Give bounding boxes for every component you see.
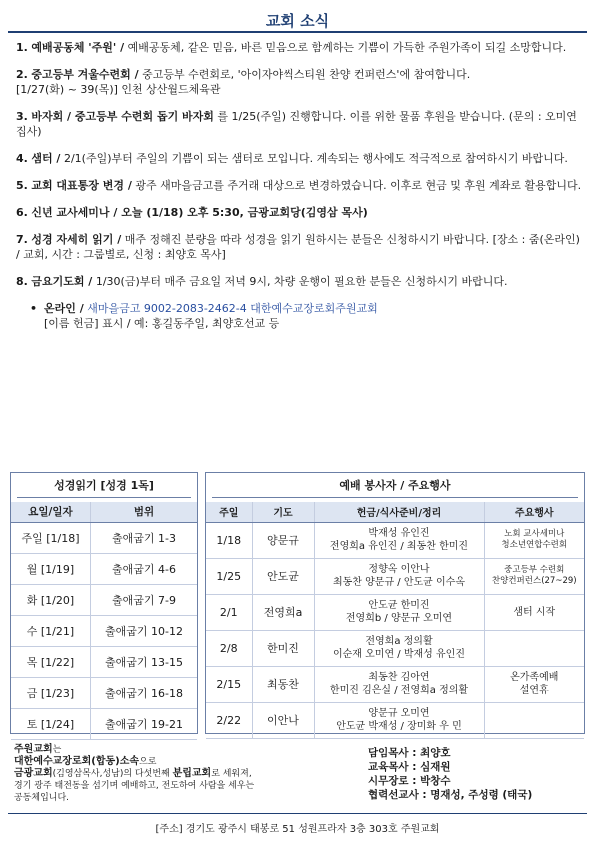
description-text: 공동체입니다. [14,793,70,803]
prayer-leader: 한미진 [252,630,314,666]
page-title: 교회 소식 [265,12,330,30]
prayer-leader: 안도균 [252,558,314,594]
events-cell [484,522,584,558]
events-cell [484,666,584,702]
events-cell [484,630,584,666]
box-divider [212,497,578,498]
helpers-cell [314,522,484,558]
reading-day: 금 [1/23] [11,677,90,708]
table-row [11,677,197,708]
news-text: 2/1(주일)부터 주일의 기쁨이 되는 샘터로 모입니다. 계속되는 행사에도 적극적으로 참여하시기 바랍니다. [60,152,568,165]
prayer-leader: 전영희a [252,594,314,630]
helpers-line: 전영희a 유인진 / 최동찬 한미진 [329,541,469,552]
helpers-cell [314,630,484,666]
news-number: 8. [16,275,28,288]
description-text: 경기 광주 태전동을 섬기며 예배하고, 전도하여 사람을 세우는 [14,781,255,791]
service-date: 1/18 [206,522,252,558]
reading-day: 월 [1/19] [11,553,90,584]
helpers-line: 이순재 오미연 / 박재성 유인진 [332,649,465,660]
description-text: 는 [52,745,62,755]
reading-range: 출애굽기 7-9 [90,584,197,615]
staff-item: 교육목사 : 심재원 [368,761,451,773]
staff-item: 담임목사 : 최양호 [368,747,451,759]
table-row [206,702,584,738]
helpers-line: 안도균 박재성 / 장미화 우 민 [336,721,462,732]
helpers-cell [314,558,484,594]
event-line: 청소년연합수련회 [501,540,568,550]
news-text: 매주 정해진 분량을 따라 성경을 읽기 원하시는 분들은 신청하시기 바랍니다. [장소 : 줌(온라인) / 교회, 시간 : 그룹별로, 신청 : 최양호 목사] [16,233,580,261]
table-row [11,646,197,677]
event-line: 온가족예배 [510,672,559,683]
table-row [206,522,584,558]
helpers-cell [314,594,484,630]
reading-day: 수 [1/21] [11,615,90,646]
branch-church: 분립교회 [172,768,212,779]
news-number: 5. [16,179,28,192]
service-table [206,502,584,739]
news-heading: 중고등부 겨울수련회 / [31,68,139,81]
staff-item: 시무장로 : 박창수 [368,775,451,787]
news-heading: 교회 대표통장 변경 / [31,179,132,192]
column-header: 요일/일자 [11,502,90,522]
reading-range: 출애굽기 1-3 [90,522,197,553]
news-text: 1/30(금)부터 매주 금요일 저녁 9시, 차량 운행이 필요한 분들은 신청하시기 바랍니다. [92,275,508,288]
helpers-line: 한미진 김은실 / 전영희a 정의활 [329,685,469,696]
reading-range: 출애굽기 13-15 [90,646,197,677]
event-line: 설연휴 [519,685,549,696]
news-item-4 [16,151,582,166]
event-line: 중고등부 수련회 [504,565,565,575]
online-offering [16,301,582,331]
news-item-2 [16,67,582,97]
news-item-6 [16,205,582,220]
table-row [206,594,584,630]
prayer-leader: 최동찬 [252,666,314,702]
column-header: 헌금/식사준비/정리 [314,502,484,522]
news-heading: 샘터 / [31,152,61,165]
column-header: 주일 [206,502,252,522]
bullet-icon: • [30,302,38,315]
description-text: 으로 [139,757,157,767]
events-cell [484,558,584,594]
column-header: 기도 [252,502,314,522]
news-list [16,40,582,331]
title-divider [8,31,587,33]
event-line: 노회 교사세미나 [504,529,565,539]
events-cell [484,594,584,630]
news-item-5 [16,178,582,193]
prayer-leader: 양문규 [252,522,314,558]
news-number: 1. [16,41,28,54]
column-header: 범위 [90,502,197,522]
news-text: 예배공동체, 같은 믿음, 바른 믿음으로 함께하는 기쁨이 가득한 주원가족이 되길 소망합니다. [124,41,567,54]
reading-range: 출애굽기 19-21 [90,708,197,739]
staff-item: 협력선교사 : 명재성, 주성령 (태국) [368,789,533,801]
news-item-1 [16,40,582,55]
news-item-7 [16,232,582,262]
helpers-line: 정향옥 이안나 [368,564,430,575]
denomination: 대한예수교장로회(합동)소속 [14,756,140,767]
service-date: 1/25 [206,558,252,594]
helpers-line: 전영희b / 양문규 오미연 [345,613,453,624]
reading-day: 토 [1/24] [11,708,90,739]
news-number: 6. [16,206,28,219]
news-text: 광주 새마을금고를 주거래 대상으로 변경하였습니다. 이후로 현금 및 후원 계좌로 활용합니다. [131,179,582,192]
helpers-line: 최동찬 양문규 / 안도균 이수옥 [332,577,465,588]
event-line: 샘터 시작 [513,606,556,618]
church-address: [주소] 경기도 광주시 태봉로 51 성원프라자 3층 303호 주원교회 [155,824,440,835]
reading-day: 화 [1/20] [11,584,90,615]
table-row [206,558,584,594]
helpers-line: 전영희a 정의활 [365,636,433,647]
table-row [11,522,197,553]
news-heading: 신년 교사세미나 / 오늘 (1/18) 오후 5:30, 금광교회당(김영삼 목사) [31,206,368,219]
helpers-cell [314,666,484,702]
description-text: (김영삼목사,성남)의 다섯번째 [52,769,173,779]
helpers-line: 박재성 유인진 [368,528,430,539]
box-divider [17,497,191,498]
online-note: [이름 헌금] 표시 / 예: 홍길동주일, 최양호선교 등 [44,317,280,330]
bible-reading-box [10,472,198,734]
column-header: 주요행사 [484,502,584,522]
reading-day: 목 [1/22] [11,646,90,677]
online-heading: 온라인 / [44,302,84,315]
table-header-row [11,502,197,522]
news-number: 4. [16,152,28,165]
table-row [11,553,197,584]
news-text: 중고등부 수련회로, '아이자야씩스티원 찬양 컨퍼런스'에 참여합니다. [138,68,471,81]
reading-range: 출애굽기 16-18 [90,677,197,708]
news-heading: 바자회 / 중고등부 수련회 돕기 바자회 [31,110,214,123]
helpers-cell [314,702,484,738]
news-number: 7. [16,233,28,246]
table-row [206,630,584,666]
news-number: 3. [16,110,28,123]
service-date: 2/15 [206,666,252,702]
helpers-line: 양문규 오미연 [368,708,430,719]
bible-reading-title: 성경읽기 [성경 1독] [54,479,154,492]
news-heading: 금요기도회 / [31,275,93,288]
service-volunteers-box [205,472,585,734]
news-heading: 예배공동체 '주원' / [31,41,125,54]
service-date: 2/1 [206,594,252,630]
bank-account: 새마을금고 9002-2083-2462-4 대한예수교장로회주원교회 [83,302,378,315]
reading-range: 출애굽기 10-12 [90,615,197,646]
service-date: 2/8 [206,630,252,666]
news-subtext: [1/27(화) ~ 39(목)] 인천 상산월드체육관 [16,83,221,96]
events-cell [484,702,584,738]
news-number: 2. [16,68,28,81]
news-heading: 성경 자세히 읽기 / [31,233,122,246]
reading-day: 주일 [1/18] [11,522,90,553]
table-row [206,666,584,702]
description-text: 로 세워져, [211,769,252,779]
table-row [11,584,197,615]
church-name: 주원교회 [14,744,53,755]
news-item-8 [16,274,582,289]
table-row [11,615,197,646]
bible-reading-table [11,502,197,740]
prayer-leader: 이안나 [252,702,314,738]
service-title: 예배 봉사자 / 주요행사 [339,479,451,492]
parent-church: 금광교회 [14,768,53,779]
church-description [14,744,344,804]
event-line: 찬양컨퍼런스(27~29) [491,576,577,586]
service-date: 2/22 [206,702,252,738]
helpers-line: 안도균 한미진 [368,600,430,611]
table-row [11,708,197,739]
news-item-3 [16,109,582,139]
reading-range: 출애굽기 4-6 [90,553,197,584]
table-header-row [206,502,584,522]
staff-list [368,746,588,802]
helpers-line: 최동찬 김아연 [368,672,430,683]
news-text: 를 1/25(주일) 진행합니다. 이를 위한 물품 후원을 받습니다. (문의 : 오미연집사) [16,110,577,138]
footer-divider [8,813,587,814]
